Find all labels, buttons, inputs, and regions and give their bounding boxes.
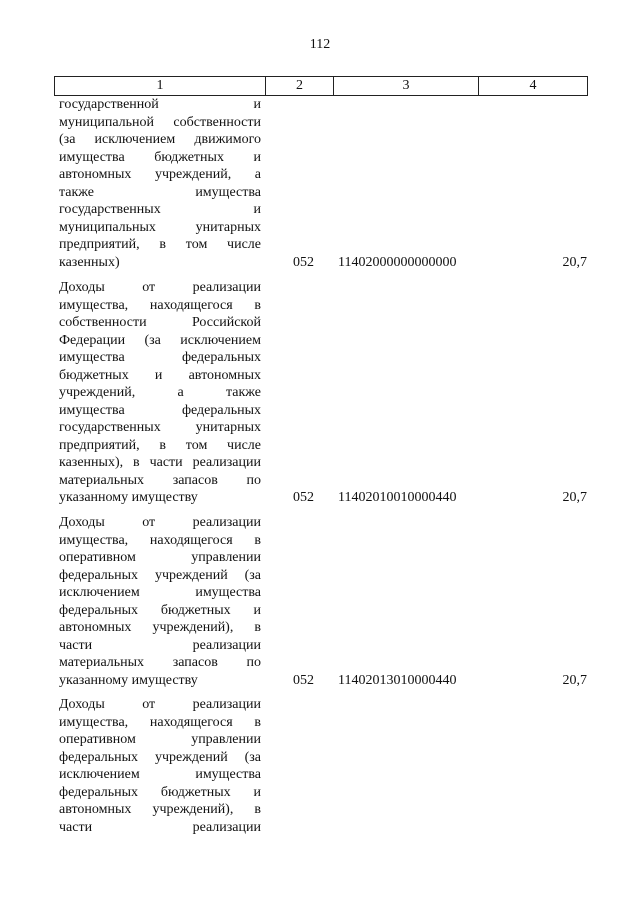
row-1-line: автономных учреждений, а bbox=[59, 167, 261, 182]
row-2-line: Федерации (за исключением bbox=[59, 332, 261, 348]
row-3-line: Доходы от реализации bbox=[59, 515, 261, 530]
row-4-line: автономных учреждений), в bbox=[59, 802, 261, 817]
row-2-line: собственности Российской bbox=[59, 315, 261, 330]
row-2-line: Доходы от реализации bbox=[59, 280, 261, 295]
row-3-line: федеральных учреждений (за bbox=[59, 567, 261, 583]
row-1-code: 052 bbox=[293, 254, 314, 270]
row-2-line: имущества федеральных bbox=[59, 350, 261, 365]
row-3-line: части реализации bbox=[59, 637, 261, 653]
row-3-amount: 20,7 bbox=[562, 672, 587, 688]
row-1-line: имущества бюджетных и bbox=[59, 149, 261, 165]
row-3-line: автономных учреждений), в bbox=[59, 620, 261, 635]
page-number: 112 bbox=[309, 37, 331, 52]
row-1-line: предприятий, в том числе bbox=[59, 237, 261, 252]
row-4-line: части реализации bbox=[59, 819, 261, 835]
row-3-line: федеральных бюджетных и bbox=[59, 602, 261, 618]
row-2-line: имущества, находящегося в bbox=[59, 297, 261, 313]
row-3-kbk: 11402013010000440 bbox=[338, 672, 457, 688]
row-4-line: исключением имущества bbox=[59, 767, 261, 782]
row-4-description bbox=[59, 696, 261, 836]
row-2-amount: 20,7 bbox=[562, 490, 587, 505]
row-2-line: имущества федеральных bbox=[59, 402, 261, 418]
row-3-description bbox=[59, 514, 261, 689]
row-2-line: учреждений, а также bbox=[59, 385, 261, 400]
row-3-line: оперативном управлении bbox=[59, 550, 261, 565]
row-2-line: казенных), в части реализации bbox=[59, 455, 261, 470]
row-3-line: имущества, находящегося в bbox=[59, 532, 261, 548]
row-1-kbk: 11402000000000000 bbox=[338, 254, 457, 270]
header-col-2: 2 bbox=[266, 77, 334, 95]
row-2-line: указанному имуществу bbox=[59, 490, 198, 505]
row-2-line: бюджетных и автономных bbox=[59, 367, 261, 383]
row-3-line: материальных запасов по bbox=[59, 655, 261, 670]
row-2-kbk: 11402010010000440 bbox=[338, 490, 457, 505]
row-1-line: государственной и bbox=[59, 97, 261, 112]
row-2-line: государственных унитарных bbox=[59, 420, 261, 435]
row-2-line: предприятий, в том числе bbox=[59, 437, 261, 453]
row-4-line: имущества, находящегося в bbox=[59, 714, 261, 730]
header-col-3: 3 bbox=[334, 77, 479, 95]
row-1-line: муниципальных унитарных bbox=[59, 219, 261, 235]
row-2-line: материальных запасов по bbox=[59, 472, 261, 488]
row-1-line: государственных и bbox=[59, 202, 261, 217]
row-3-line: указанному имуществу bbox=[59, 672, 198, 688]
row-3-code: 052 bbox=[293, 672, 314, 688]
row-1-description bbox=[59, 96, 261, 271]
row-3-line: исключением имущества bbox=[59, 585, 261, 600]
row-4-line: Доходы от реализации bbox=[59, 697, 261, 712]
row-1-amount: 20,7 bbox=[562, 254, 587, 270]
row-4-line: федеральных учреждений (за bbox=[59, 749, 261, 765]
row-4-line: оперативном управлении bbox=[59, 732, 261, 747]
header-col-1: 1 bbox=[54, 77, 266, 95]
row-1-line: также имущества bbox=[59, 184, 261, 200]
row-1-line: казенных) bbox=[59, 254, 120, 270]
table-header bbox=[54, 76, 588, 96]
row-1-line: муниципальной собственности bbox=[59, 114, 261, 130]
row-4-line: федеральных бюджетных и bbox=[59, 784, 261, 800]
row-2-code: 052 bbox=[293, 490, 314, 505]
row-2-description bbox=[59, 279, 261, 507]
row-1-line: (за исключением движимого bbox=[59, 132, 261, 147]
header-col-4: 4 bbox=[479, 77, 588, 95]
